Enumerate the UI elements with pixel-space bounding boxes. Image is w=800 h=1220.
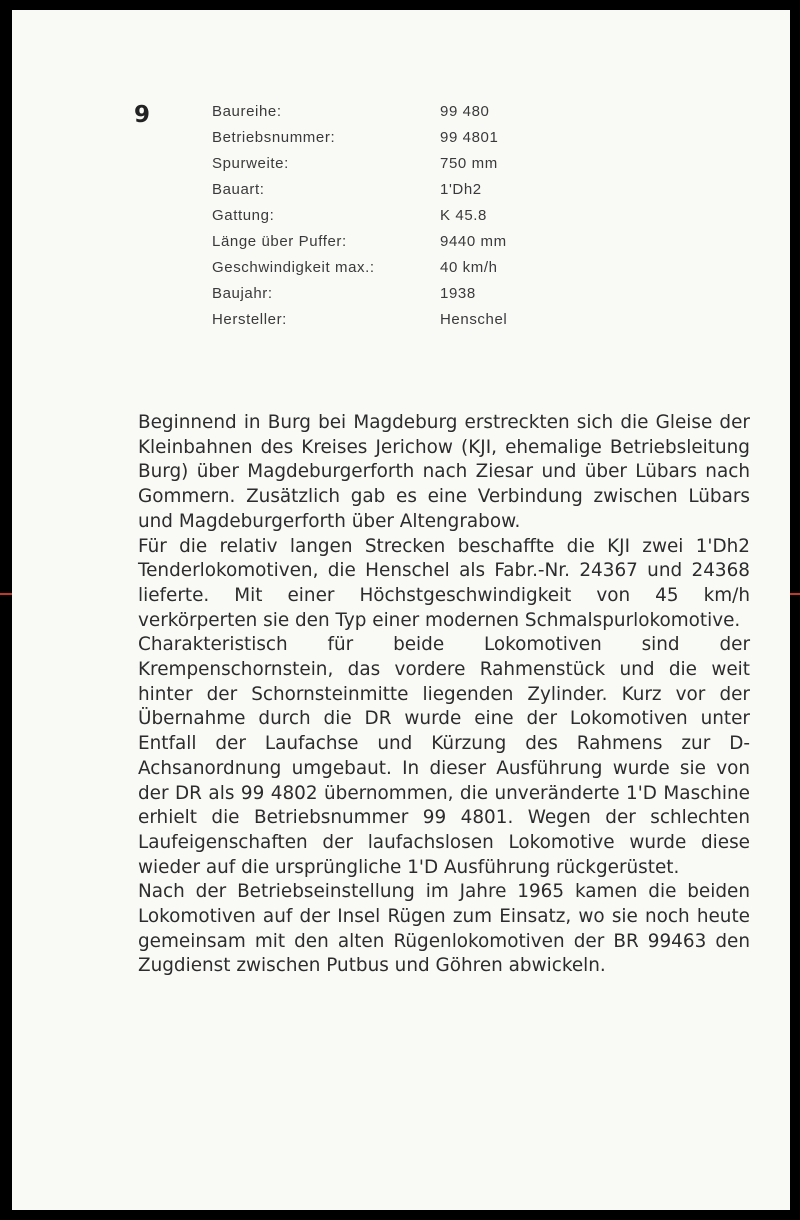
spec-row-hersteller bbox=[212, 307, 507, 333]
spec-row-geschwindigkeit bbox=[212, 255, 507, 281]
spec-value: 99 480 bbox=[440, 103, 490, 120]
spec-label: Geschwindigkeit max.: bbox=[212, 259, 375, 276]
spec-label: Gattung: bbox=[212, 207, 275, 224]
card-number: 9 bbox=[134, 102, 151, 128]
spec-value: 1938 bbox=[440, 285, 476, 302]
spec-row-baureihe bbox=[212, 99, 507, 125]
edge-mark-left bbox=[0, 593, 12, 595]
spec-value: 750 mm bbox=[440, 155, 498, 172]
paragraph-characteristics: Charakteristisch für beide Lokomotiven sind der Krempenschornstein, das vordere Rahmenstück und die weit hinter der Schornsteinmitte liegenden Zylinder. Kurz vor der Übernahme durch die DR wurde eine der Lokomotiven unter Entfall der Laufachse und Kürzung des Rahmens zur D-Achsanordnung umgebaut. In dieser Ausführung wurde sie von der DR als 99 4802 übernommen, die unveränderte 1'D Maschine erhielt die Betriebsnummer 99 4801. Wegen der schlechten Laufeigenschaften der laufachslosen Lokomotive wurde diese wieder auf die ursprüngliche 1'D Ausführung rückgerüstet. bbox=[138, 634, 750, 878]
spec-value: K 45.8 bbox=[440, 207, 487, 224]
spec-table bbox=[212, 99, 507, 333]
spec-value: Henschel bbox=[440, 311, 508, 328]
locomotive-card bbox=[12, 10, 790, 1210]
spec-row-bauart bbox=[212, 177, 507, 203]
spec-label: Länge über Puffer: bbox=[212, 233, 347, 250]
spec-label: Hersteller: bbox=[212, 311, 287, 328]
spec-value: 1'Dh2 bbox=[440, 181, 482, 198]
spec-label: Baureihe: bbox=[212, 103, 282, 120]
spec-row-spurweite bbox=[212, 151, 507, 177]
spec-label: Bauart: bbox=[212, 181, 265, 198]
description-text bbox=[138, 411, 750, 979]
spec-label: Spurweite: bbox=[212, 155, 289, 172]
spec-value: 40 km/h bbox=[440, 259, 498, 276]
spec-value: 99 4801 bbox=[440, 129, 499, 146]
spec-row-gattung bbox=[212, 203, 507, 229]
paragraph-procurement: Für die relativ langen Strecken beschaffte die KJI zwei 1'Dh2 Tenderlokomotiven, die Henschel als Fabr.-Nr. 24367 und 24368 lieferte. Mit einer Höchstgeschwindigkeit von 45 km/h verkörperten sie den Typ einer modernen Schmalspurlokomotive. bbox=[138, 535, 750, 631]
paragraph-history: Beginnend in Burg bei Magdeburg erstreckten sich die Gleise der Kleinbahnen des Kreises Jerichow (KJI, ehemalige Betriebsleitung Burg) über Magdeburgerforth nach Ziesar und über Lübars nach Gommern. Zusätzlich gab es eine Verbindung zwischen Lübars und Magdeburgerforth über Altengrabow. bbox=[138, 412, 750, 532]
spec-value: 9440 mm bbox=[440, 233, 507, 250]
paragraph-ruegen: Nach der Betriebseinstellung im Jahre 1965 kamen die beiden Lokomotiven auf der Insel Rügen zum Einsatz, wo sie noch heute gemeinsam mit den alten Rügenlokomotiven der BR 99463 den Zugdienst zwischen Putbus und Göhren abwickeln. bbox=[138, 881, 750, 977]
spec-row-betriebsnummer bbox=[212, 125, 507, 151]
spec-row-baujahr bbox=[212, 281, 507, 307]
spec-label: Baujahr: bbox=[212, 285, 273, 302]
spec-label: Betriebsnummer: bbox=[212, 129, 336, 146]
spec-row-laenge bbox=[212, 229, 507, 255]
